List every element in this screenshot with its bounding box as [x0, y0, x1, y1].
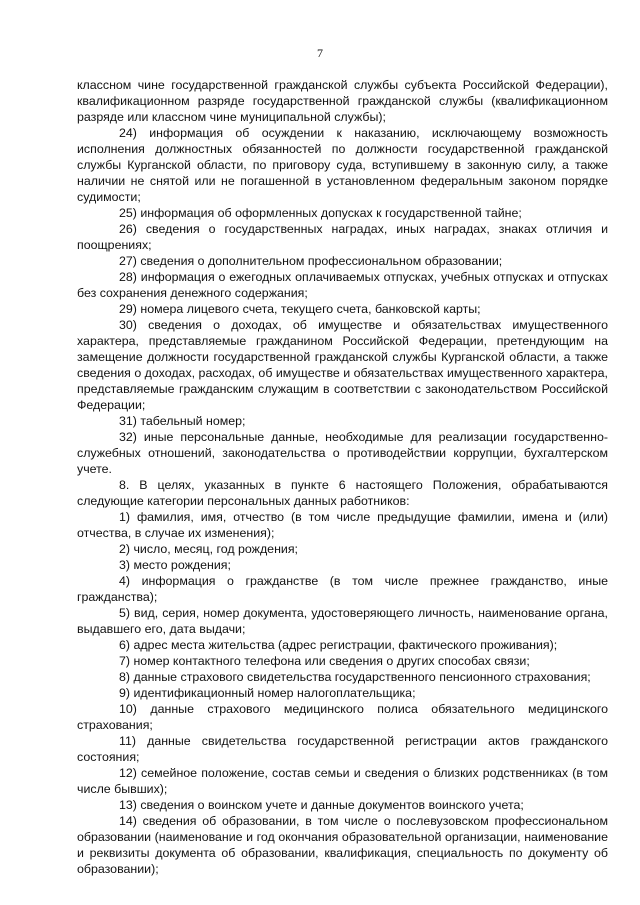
- paragraph: 11) данные свидетельства государственной регистрации актов гражданского состояния;: [77, 734, 608, 764]
- paragraph: 25) информация об оформленных допусках к государственной тайне;: [119, 206, 522, 220]
- paragraph: 9) идентификационный номер налогоплательщика;: [119, 686, 416, 700]
- paragraph: 26) сведения о государственных наградах, иных наградах, знаках отличия и поощрениях;: [77, 222, 608, 252]
- paragraph: 12) семейное положение, состав семьи и сведения о близких родственниках (в том числе бывших);: [77, 766, 608, 796]
- paragraph: 31) табельный номер;: [119, 414, 246, 428]
- document-body: [77, 77, 608, 877]
- paragraph: 7) номер контактного телефона или сведения о других способах связи;: [119, 654, 530, 668]
- paragraph: 4) информация о гражданстве (в том числе прежнее гражданство, иные гражданства);: [77, 574, 608, 604]
- page-number: 7: [317, 46, 323, 60]
- paragraph: 10) данные страхового медицинского полиса обязательного медицинского страхования;: [77, 702, 608, 732]
- paragraph: 32) иные персональные данные, необходимые для реализации государственно-служебных отношений, законодательства о противодействии коррупции, бухгалтерском учете.: [77, 430, 608, 476]
- paragraph: 1) фамилия, имя, отчество (в том числе предыдущие фамилии, имена и (или) отчества, в случае их изменения);: [77, 510, 608, 540]
- paragraph: 24) информация об осуждении к наказанию, исключающему возможность исполнения должностных обязанностей по должности государственной гражданской службы Курганской области, по приговору суда, вступившему в законную силу, а также наличии не снятой или не погашенной в установленном федеральным законом порядке судимости;: [77, 126, 608, 204]
- paragraph: 30) сведения о доходах, об имуществе и обязательствах имущественного характера, представляемые гражданином Российской Федерации, претендующим на замещение должности государственной гражданской службы Курганской области, а также сведения о доходах, расходах, об имуществе и обязательствах имущественного характера, представляемые гражданским служащим в соответствии с законодательством Российской Федерации;: [77, 318, 608, 412]
- paragraph: 29) номера лицевого счета, текущего счета, банковской карты;: [119, 302, 481, 316]
- paragraph: 27) сведения о дополнительном профессиональном образовании;: [119, 254, 503, 268]
- paragraph: 14) сведения об образовании, в том числе о послевузовском профессиональном образовании (наименование и год окончания образовательной организации, наименование и реквизиты документа об образовании, квалификация, специальность по документу об образовании);: [77, 814, 608, 876]
- paragraph: 2) число, месяц, год рождения;: [119, 542, 298, 556]
- paragraph: 8) данные страхового свидетельства государственного пенсионного страхования;: [119, 670, 591, 684]
- paragraph: 8. В целях, указанных в пункте 6 настоящего Положения, обрабатываются следующие категории персональных данных работников:: [77, 478, 608, 508]
- paragraph: 13) сведения о воинском учете и данные документов воинского учета;: [119, 798, 524, 812]
- paragraph: 5) вид, серия, номер документа, удостоверяющего личность, наименование органа, выдавшего его, дата выдачи;: [77, 606, 608, 636]
- paragraph: 6) адрес места жительства (адрес регистрации, фактического проживания);: [119, 638, 558, 652]
- paragraph: 3) место рождения;: [119, 558, 231, 572]
- paragraph: классном чине государственной гражданской службы субъекта Российской Федерации), квалификационном разряде государственной гражданской службы (квалификационном разряде или классном чине муниципальной службы);: [77, 78, 608, 124]
- paragraph: 28) информация о ежегодных оплачиваемых отпусках, учебных отпусках и отпусках без сохранения денежного содержания;: [77, 270, 608, 300]
